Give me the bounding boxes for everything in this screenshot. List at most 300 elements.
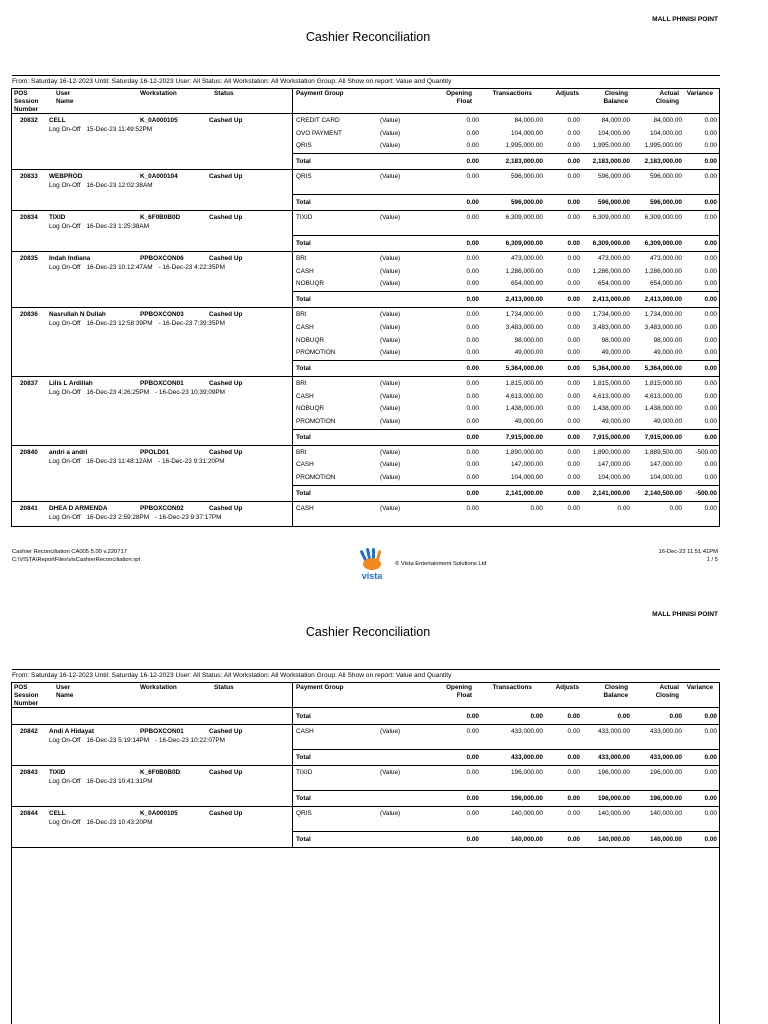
value-type: (Value) — [380, 810, 401, 817]
opening-float: 0.00 — [466, 504, 479, 512]
opening-float: 0.00 — [466, 769, 479, 776]
closing-balance: 0.00 — [617, 504, 630, 512]
adjusts: 0.00 — [567, 504, 580, 512]
payment-lines — [293, 170, 719, 194]
total-row — [293, 485, 719, 501]
actual-closing: 2,140,500.00 — [644, 489, 682, 497]
transactions: 1,438,000.00 — [505, 405, 543, 413]
workstation: PPBOXCON06 — [140, 255, 184, 263]
user-name: WEBPROD — [49, 173, 83, 181]
actual-closing: 140,000.00 — [650, 810, 682, 817]
payment-lines — [293, 114, 719, 153]
header-adjusts: Adjusts — [555, 684, 579, 691]
payment-group: NOBUQR — [296, 405, 325, 413]
transactions: 6,309,000.00 — [505, 214, 543, 222]
workstation: K_0A000104 — [140, 173, 178, 181]
opening-float: 0.00 — [466, 311, 479, 319]
session-number: 20832 — [20, 117, 38, 124]
log-on-time: 16-Dec-23 12:02:38AM — [86, 182, 153, 190]
carryover-total — [292, 708, 719, 725]
session-group — [12, 502, 719, 527]
transactions: 98,000.00 — [514, 336, 543, 344]
session-number: 20834 — [20, 214, 38, 222]
adjusts: 0.00 — [567, 199, 580, 207]
adjusts: 0.00 — [567, 280, 580, 288]
closing-balance: 84,000.00 — [601, 117, 630, 124]
variance: 0.00 — [704, 311, 717, 319]
adjusts: 0.00 — [567, 173, 580, 181]
actual-closing: 7,915,000.00 — [644, 433, 682, 441]
log-on-label: Log On-Off — [49, 264, 81, 272]
session-group — [12, 766, 719, 807]
payment-row — [293, 171, 719, 184]
transactions: 5,364,000.00 — [505, 364, 543, 372]
opening-float: 0.00 — [466, 795, 479, 802]
payment-row — [293, 322, 719, 335]
header-pos-session-number: POS Session Number — [14, 684, 39, 706]
payment-row — [293, 140, 719, 153]
variance: 0.00 — [704, 267, 717, 275]
actual-closing: 196,000.00 — [650, 769, 682, 776]
value-type: (Value) — [380, 117, 401, 124]
payment-rows — [292, 377, 719, 445]
closing-balance: 140,000.00 — [598, 810, 630, 817]
payment-lines — [293, 446, 719, 485]
closing-balance: 147,000.00 — [598, 461, 630, 469]
variance: 0.00 — [704, 173, 717, 181]
transactions: 0.00 — [530, 713, 543, 720]
log-on-off — [49, 819, 159, 826]
actual-closing: 1,995,000.00 — [644, 142, 682, 150]
log-on-off — [49, 514, 227, 521]
transactions: 104,000.00 — [511, 129, 543, 137]
opening-float: 0.00 — [466, 267, 479, 275]
table-body — [12, 708, 719, 848]
header-adjusts: Adjusts — [555, 90, 579, 97]
actual-closing: 0.00 — [669, 713, 682, 720]
log-on-time: 16-Dec-23 11:48:12AM — [86, 457, 153, 465]
vista-hand-icon — [360, 548, 382, 570]
opening-float: 0.00 — [466, 142, 479, 150]
header-pos-session-number: POS Session Number — [14, 90, 39, 112]
actual-closing: 196,000.00 — [650, 795, 682, 802]
actual-closing: 104,000.00 — [650, 129, 682, 137]
closing-balance: 1,995,000.00 — [592, 142, 630, 150]
opening-float: 0.00 — [466, 474, 479, 481]
closing-balance: 654,000.00 — [598, 280, 630, 288]
adjusts: 0.00 — [567, 214, 580, 222]
closing-balance: 0.00 — [617, 713, 630, 720]
closing-balance: 2,141,000.00 — [592, 489, 630, 497]
closing-balance: 104,000.00 — [598, 129, 630, 137]
total-row — [293, 831, 719, 847]
header-user-name: User Name — [56, 90, 74, 105]
transactions: 2,183,000.00 — [505, 158, 543, 166]
closing-balance: 2,183,000.00 — [592, 158, 630, 166]
value-type: (Value) — [380, 336, 401, 344]
adjusts: 0.00 — [567, 117, 580, 124]
value-type: (Value) — [380, 267, 401, 275]
closing-balance: 6,309,000.00 — [592, 214, 630, 222]
log-on-label: Log On-Off — [49, 457, 81, 465]
log-off-time: - 16-Dec-23 9:31:20PM — [158, 457, 225, 465]
header-variance: Variance — [686, 684, 713, 691]
actual-closing: 433,000.00 — [650, 754, 682, 761]
payment-group: CASH — [296, 461, 314, 469]
adjusts: 0.00 — [567, 795, 580, 802]
variance: 0.00 — [704, 364, 717, 372]
payment-lines — [293, 211, 719, 235]
transactions: 104,000.00 — [511, 474, 543, 481]
payment-group: Total — [296, 240, 311, 248]
value-type: (Value) — [380, 255, 401, 263]
payment-row — [293, 378, 719, 391]
log-on-time: 16-Dec-23 4:26:25PM — [86, 388, 150, 396]
log-on-time: 15-Dec-23 11:49:52PM — [86, 126, 153, 133]
log-on-off — [49, 223, 155, 230]
adjusts: 0.00 — [567, 769, 580, 776]
opening-float: 0.00 — [466, 713, 479, 720]
transactions: 140,000.00 — [511, 810, 543, 817]
log-on-time: 16-Dec-23 12:58:39PM — [86, 320, 153, 328]
payment-row — [293, 391, 719, 404]
closing-balance: 49,000.00 — [601, 349, 630, 357]
payment-group: CASH — [296, 323, 314, 331]
adjusts: 0.00 — [567, 836, 580, 843]
status: Cashed Up — [209, 379, 243, 387]
transactions: 473,000.00 — [511, 255, 543, 263]
closing-balance: 1,890,000.00 — [592, 448, 630, 456]
session-group — [12, 252, 719, 308]
adjusts: 0.00 — [567, 296, 580, 304]
payment-group: Total — [296, 158, 311, 166]
variance: 0.00 — [704, 255, 717, 263]
transactions: 596,000.00 — [511, 199, 543, 207]
opening-float: 0.00 — [466, 349, 479, 357]
variance: 0.00 — [704, 158, 717, 166]
closing-balance: 596,000.00 — [598, 173, 630, 181]
report-title: Cashier Reconciliation — [305, 30, 431, 44]
closing-balance: 3,483,000.00 — [592, 323, 630, 331]
workstation: K_0A000105 — [140, 810, 178, 817]
payment-row — [293, 278, 719, 291]
variance: 0.00 — [704, 713, 717, 720]
payment-group: QRIS — [296, 142, 312, 150]
transactions: 1,815,000.00 — [505, 379, 543, 387]
variance: 0.00 — [704, 417, 717, 425]
payment-lines — [293, 502, 719, 526]
session-group — [12, 211, 719, 252]
header-closing-balance: Closing Balance — [603, 90, 628, 105]
closing-balance: 7,915,000.00 — [592, 433, 630, 441]
blank-area — [11, 848, 720, 1024]
payment-group: CREDIT CARD — [296, 117, 340, 124]
log-on-label: Log On-Off — [49, 388, 81, 396]
payment-row — [293, 115, 719, 128]
total-row — [293, 790, 719, 806]
transactions: 147,000.00 — [511, 461, 543, 469]
actual-closing: 0.00 — [669, 504, 682, 512]
payment-group: BRI — [296, 311, 307, 319]
adjusts: 0.00 — [567, 255, 580, 263]
opening-float: 0.00 — [466, 117, 479, 124]
value-type: (Value) — [380, 417, 401, 425]
transactions: 1,734,000.00 — [505, 311, 543, 319]
variance: 0.00 — [704, 504, 717, 512]
log-on-off — [49, 264, 231, 271]
variance: 0.00 — [704, 379, 717, 387]
user-name: Indah Indiana — [49, 255, 91, 263]
payment-rows — [292, 170, 719, 210]
header-status: Status — [214, 90, 234, 97]
workstation: PPOLD01 — [140, 448, 170, 456]
value-type: (Value) — [380, 142, 401, 150]
value-type: (Value) — [380, 280, 401, 288]
payment-rows — [292, 211, 719, 251]
table-header — [12, 683, 719, 708]
session-number: 20833 — [20, 173, 38, 181]
header-user-name: User Name — [56, 684, 74, 699]
payment-group: Total — [296, 754, 311, 761]
payment-group: CASH — [296, 728, 314, 735]
closing-balance: 4,613,000.00 — [592, 392, 630, 400]
status: Cashed Up — [209, 769, 243, 776]
payment-row — [293, 416, 719, 429]
actual-closing: 84,000.00 — [653, 117, 682, 124]
opening-float: 0.00 — [466, 728, 479, 735]
total-row — [293, 429, 719, 445]
adjusts: 0.00 — [567, 142, 580, 150]
value-type: (Value) — [380, 769, 401, 776]
filter-line: From: Saturday 16-12-2023 Until: Saturday 16-12-2023 User: All Status: All Workstation: All Workstation Group: All Show on report: Value and Quantity — [12, 75, 720, 85]
session-group — [12, 725, 719, 766]
workstation: PPBOXCON01 — [140, 379, 184, 387]
opening-float: 0.00 — [466, 214, 479, 222]
variance: 0.00 — [704, 129, 717, 137]
table-header — [12, 89, 719, 114]
actual-closing: 596,000.00 — [650, 199, 682, 207]
actual-closing: 1,889,500.00 — [644, 448, 682, 456]
closing-balance: 1,734,000.00 — [592, 311, 630, 319]
session-number: 20840 — [20, 448, 38, 456]
value-type: (Value) — [380, 448, 401, 456]
closing-balance: 2,413,000.00 — [592, 296, 630, 304]
user-name: TIXID — [49, 214, 66, 222]
payment-group: NOBUQR — [296, 336, 325, 344]
opening-float: 0.00 — [466, 392, 479, 400]
payment-rows — [292, 725, 719, 765]
log-on-off — [49, 389, 231, 396]
opening-float: 0.00 — [466, 323, 479, 331]
header-status: Status — [214, 684, 234, 691]
closing-balance: 104,000.00 — [598, 474, 630, 481]
opening-float: 0.00 — [466, 417, 479, 425]
payment-row — [293, 459, 719, 472]
payment-group: BRI — [296, 379, 307, 387]
header-workstation: Workstation — [140, 90, 177, 97]
workstation: K_6F0B0B0D — [140, 769, 181, 776]
log-on-time: 16-Dec-23 10:43:20PM — [86, 819, 153, 826]
log-on-time: 16-Dec-23 5:19:14PM — [86, 737, 150, 744]
status: Cashed Up — [209, 255, 243, 263]
header-transactions: Transactions — [492, 90, 532, 97]
actual-closing: 2,183,000.00 — [644, 158, 682, 166]
transactions: 196,000.00 — [511, 769, 543, 776]
status: Cashed Up — [209, 728, 243, 735]
payment-group: OVO PAYMENT — [296, 129, 342, 137]
actual-closing: 596,000.00 — [650, 173, 682, 181]
total-row — [293, 291, 719, 307]
log-off-time: - 16-Dec-23 10:22:07PM — [155, 737, 226, 744]
user-name: DHEA D ARMENDA — [49, 504, 108, 512]
payment-row — [293, 503, 719, 516]
user-name: TIXID — [49, 769, 66, 776]
footer-copyright: © Vista Entertainment Solutions Ltd — [395, 561, 487, 567]
variance: 0.00 — [704, 214, 717, 222]
opening-float: 0.00 — [466, 158, 479, 166]
actual-closing: 1,438,000.00 — [644, 405, 682, 413]
log-on-time: 16-Dec-23 10:12:47AM — [86, 264, 153, 272]
user-name: andri a andri — [49, 448, 88, 456]
log-on-off — [49, 182, 159, 189]
value-type: (Value) — [380, 405, 401, 413]
workstation: PPBOXCON02 — [140, 504, 184, 512]
payment-group: Total — [296, 364, 311, 372]
session-number: 20844 — [20, 810, 38, 817]
closing-balance: 1,815,000.00 — [592, 379, 630, 387]
actual-closing: 5,364,000.00 — [644, 364, 682, 372]
vista-wordmark: vista — [361, 571, 383, 581]
transactions: 433,000.00 — [511, 728, 543, 735]
payment-row — [293, 808, 719, 821]
closing-balance: 433,000.00 — [598, 754, 630, 761]
payment-lines — [293, 766, 719, 790]
transactions: 196,000.00 — [511, 795, 543, 802]
value-type: (Value) — [380, 129, 401, 137]
log-off-time: - 16-Dec-23 4:22:35PM — [158, 264, 226, 272]
transactions: 2,413,000.00 — [505, 296, 543, 304]
filter-line: From: Saturday 16-12-2023 Until: Saturday 16-12-2023 User: All Status: All Workstation: All Workstation Group: All Show on report: Value and Quantity — [12, 669, 720, 679]
carryover-total-group — [12, 708, 719, 725]
log-on-label: Log On-Off — [49, 320, 81, 328]
opening-float: 0.00 — [466, 489, 479, 497]
log-off-time: - 16-Dec-23 9:37:17PM — [155, 513, 222, 521]
adjusts: 0.00 — [567, 158, 580, 166]
payment-rows — [292, 502, 719, 526]
value-type: (Value) — [380, 504, 401, 512]
variance: 0.00 — [704, 117, 717, 124]
user-name: Nasrullah N Dullah — [49, 311, 106, 319]
header-actual-closing: Actual Closing — [655, 684, 679, 699]
payment-rows — [292, 114, 719, 169]
workstation: K_0A000105 — [140, 117, 178, 124]
session-group — [12, 308, 719, 377]
variance: 0.00 — [704, 836, 717, 843]
payment-row — [293, 128, 719, 141]
variance: -500.00 — [695, 448, 717, 456]
actual-closing: 4,613,000.00 — [644, 392, 682, 400]
adjusts: 0.00 — [567, 433, 580, 441]
variance: 0.00 — [704, 142, 717, 150]
session-number: 20835 — [20, 255, 38, 263]
payment-group: QRIS — [296, 173, 312, 181]
transactions: 6,309,000.00 — [505, 240, 543, 248]
total-row — [293, 194, 719, 210]
payment-group: CASH — [296, 504, 314, 512]
payment-group: NOBUQR — [296, 280, 325, 288]
payment-row — [293, 309, 719, 322]
adjusts: 0.00 — [567, 267, 580, 275]
actual-closing: 654,000.00 — [650, 280, 682, 288]
opening-float: 0.00 — [466, 448, 479, 456]
adjusts: 0.00 — [567, 713, 580, 720]
report-title: Cashier Reconciliation — [305, 625, 431, 639]
transactions: 140,000.00 — [511, 836, 543, 843]
opening-float: 0.00 — [466, 364, 479, 372]
session-group — [12, 807, 719, 848]
status: Cashed Up — [209, 311, 243, 319]
variance: 0.00 — [704, 474, 717, 481]
actual-closing: 49,000.00 — [653, 349, 682, 357]
opening-float: 0.00 — [466, 336, 479, 344]
session-number: 20836 — [20, 311, 38, 319]
table-body — [12, 114, 719, 527]
payment-group: Total — [296, 836, 311, 843]
value-type: (Value) — [380, 392, 401, 400]
header-payment-group: Payment Group — [296, 684, 344, 691]
payment-group: Total — [296, 296, 311, 304]
opening-float: 0.00 — [466, 129, 479, 137]
opening-float: 0.00 — [466, 836, 479, 843]
total-row — [293, 360, 719, 376]
log-on-label: Log On-Off — [49, 182, 81, 190]
actual-closing: 49,000.00 — [653, 417, 682, 425]
actual-closing: 1,286,000.00 — [644, 267, 682, 275]
log-on-label: Log On-Off — [49, 778, 81, 785]
header-workstation: Workstation — [140, 684, 177, 691]
value-type: (Value) — [380, 461, 401, 469]
transactions: 596,000.00 — [511, 173, 543, 181]
variance: 0.00 — [704, 461, 717, 469]
actual-closing: 2,413,000.00 — [644, 296, 682, 304]
payment-group: BRI — [296, 448, 307, 456]
payment-group: CASH — [296, 267, 314, 275]
payment-group: Total — [296, 489, 311, 497]
adjusts: 0.00 — [567, 448, 580, 456]
user-name: CELL — [49, 117, 66, 124]
user-name: Lilis L Ardillah — [49, 379, 93, 387]
log-on-label: Log On-Off — [49, 223, 81, 231]
log-on-label: Log On-Off — [49, 126, 81, 133]
total-row — [293, 749, 719, 765]
opening-float: 0.00 — [466, 379, 479, 387]
header-variance: Variance — [686, 90, 713, 97]
payment-row — [293, 335, 719, 348]
payment-row — [293, 347, 719, 360]
status: Cashed Up — [209, 214, 243, 222]
adjusts: 0.00 — [567, 240, 580, 248]
workstation: PPBOXCON01 — [140, 728, 184, 735]
user-name: CELL — [49, 810, 66, 817]
session-number: 20837 — [20, 379, 38, 387]
payment-group: CASH — [296, 392, 314, 400]
total-row — [293, 709, 719, 725]
opening-float: 0.00 — [466, 461, 479, 469]
variance: 0.00 — [704, 323, 717, 331]
opening-float: 0.00 — [466, 754, 479, 761]
variance: 0.00 — [704, 296, 717, 304]
header-actual-closing: Actual Closing — [655, 90, 679, 105]
